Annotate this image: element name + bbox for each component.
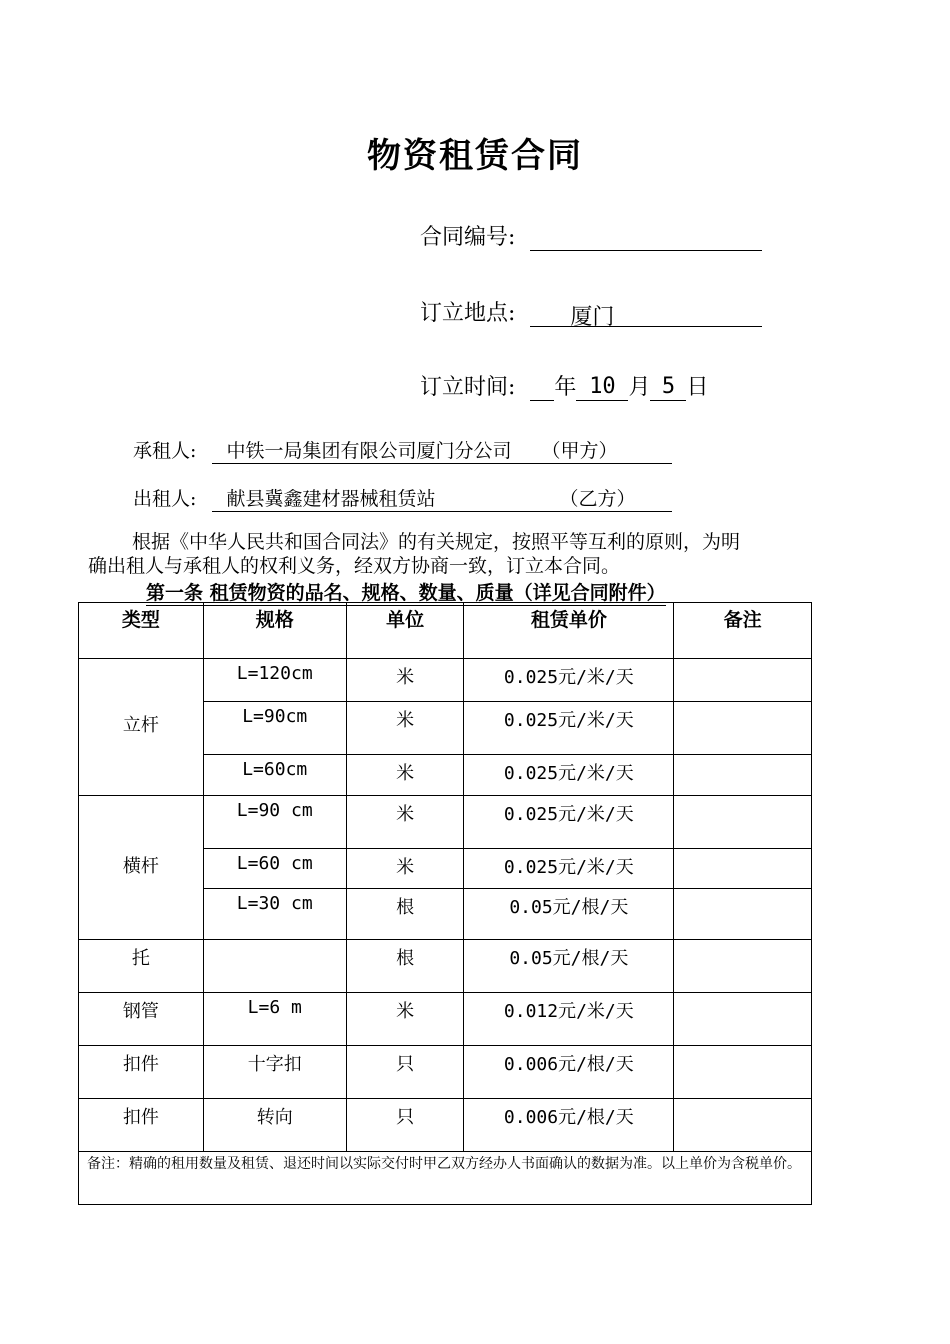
signing-month-field <box>576 374 628 401</box>
unit-cell: 米 <box>346 702 464 755</box>
header-price: 租赁单价 <box>464 603 674 659</box>
lessee-row <box>133 436 672 464</box>
contract-number-row <box>420 220 762 251</box>
price-cell: 0.025元/米/天 <box>464 702 674 755</box>
preamble-line-2: 确出租人与承租人的权利义务，经双方协商一致，订立本合同。 <box>88 555 621 577</box>
signing-day-field <box>650 374 686 401</box>
lessor-name: 献县冀鑫建材器械租赁站 <box>226 488 436 510</box>
spec-cell: 十字扣 <box>203 1046 346 1099</box>
header-type: 类型 <box>79 603 204 659</box>
remark-cell <box>674 1046 812 1099</box>
type-cell: 钢管 <box>79 993 204 1046</box>
preamble-line-1: 根据《中华人民共和国合同法》的有关规定，按照平等互利的原则，为明 <box>132 531 741 553</box>
unit-cell: 只 <box>346 1099 464 1152</box>
spec-cell: 转向 <box>203 1099 346 1152</box>
type-cell: 扣件 <box>79 1046 204 1099</box>
remark-cell <box>674 849 812 889</box>
price-cell: 0.012元/米/天 <box>464 993 674 1046</box>
signing-place-label: 订立地点: <box>420 301 516 326</box>
signing-place-field <box>530 300 762 330</box>
rental-items-table <box>78 602 812 1205</box>
signing-day-value: 5 <box>661 374 676 399</box>
document-title: 物资租赁合同 <box>367 136 583 176</box>
header-remark: 备注 <box>674 603 812 659</box>
preamble-paragraph <box>88 530 868 578</box>
lessor-row <box>133 484 672 512</box>
unit-cell: 米 <box>346 796 464 849</box>
signing-place-row <box>420 296 762 330</box>
price-cell: 0.025元/米/天 <box>464 659 674 702</box>
section-1-title: 第一条 租赁物资的品名、规格、数量、质量（详见合同附件） <box>146 578 666 606</box>
remark-cell <box>674 889 812 940</box>
spec-cell: L=30 cm <box>203 889 346 940</box>
table-row <box>79 940 812 993</box>
lessee-label: 承租人: <box>133 440 197 462</box>
lessee-role: （甲方） <box>541 440 618 462</box>
spec-cell: L=60 cm <box>203 849 346 889</box>
unit-cell: 根 <box>346 889 464 940</box>
unit-cell: 根 <box>346 940 464 993</box>
remark-cell <box>674 702 812 755</box>
table-row <box>79 796 812 849</box>
unit-cell: 只 <box>346 1046 464 1099</box>
type-cell: 扣件 <box>79 1099 204 1152</box>
table-row <box>79 659 812 702</box>
day-unit: 日 <box>686 375 709 400</box>
lessee-field <box>212 436 672 464</box>
price-cell: 0.05元/根/天 <box>464 889 674 940</box>
spec-cell: L=90cm <box>203 702 346 755</box>
table-row <box>79 993 812 1046</box>
price-cell: 0.025元/米/天 <box>464 849 674 889</box>
remark-cell <box>674 940 812 993</box>
table-note: 备注：精确的租用数量及租赁、退还时间以实际交付时甲乙双方经办人书面确认的数据为准。以上单价为含税单价。 <box>79 1152 812 1205</box>
table-header-row <box>79 603 812 659</box>
table-row <box>79 1046 812 1099</box>
remark-cell <box>674 796 812 849</box>
table-note-row <box>79 1152 812 1205</box>
header-unit: 单位 <box>346 603 464 659</box>
unit-cell: 米 <box>346 993 464 1046</box>
unit-cell: 米 <box>346 659 464 702</box>
price-cell: 0.006元/根/天 <box>464 1046 674 1099</box>
signing-time-label: 订立时间: <box>420 375 516 400</box>
signing-place-value: 厦门 <box>570 305 615 330</box>
type-cell: 托 <box>79 940 204 993</box>
contract-number-field <box>530 224 762 251</box>
table-row <box>79 1099 812 1152</box>
signing-year-field <box>530 374 554 401</box>
spec-cell <box>203 940 346 993</box>
remark-cell <box>674 755 812 796</box>
remark-cell <box>674 659 812 702</box>
remark-cell <box>674 1099 812 1152</box>
year-unit: 年 <box>554 375 577 400</box>
price-cell: 0.025元/米/天 <box>464 755 674 796</box>
lessor-role: （乙方） <box>559 488 636 510</box>
price-cell: 0.05元/根/天 <box>464 940 674 993</box>
price-cell: 0.025元/米/天 <box>464 796 674 849</box>
type-cell: 横杆 <box>79 796 204 940</box>
spec-cell: L=60cm <box>203 755 346 796</box>
lessee-name: 中铁一局集团有限公司厦门分公司 <box>226 440 512 462</box>
price-cell: 0.006元/根/天 <box>464 1099 674 1152</box>
spec-cell: L=90 cm <box>203 796 346 849</box>
lessor-label: 出租人: <box>133 488 197 510</box>
header-spec: 规格 <box>203 603 346 659</box>
contract-number-label: 合同编号: <box>420 225 516 250</box>
signing-month-value: 10 <box>589 374 616 399</box>
remark-cell <box>674 993 812 1046</box>
unit-cell: 米 <box>346 849 464 889</box>
type-cell: 立杆 <box>79 659 204 796</box>
lessor-field <box>212 484 672 512</box>
month-unit: 月 <box>628 375 651 400</box>
signing-time-row <box>420 370 708 401</box>
unit-cell: 米 <box>346 755 464 796</box>
spec-cell: L=6 m <box>203 993 346 1046</box>
spec-cell: L=120cm <box>203 659 346 702</box>
